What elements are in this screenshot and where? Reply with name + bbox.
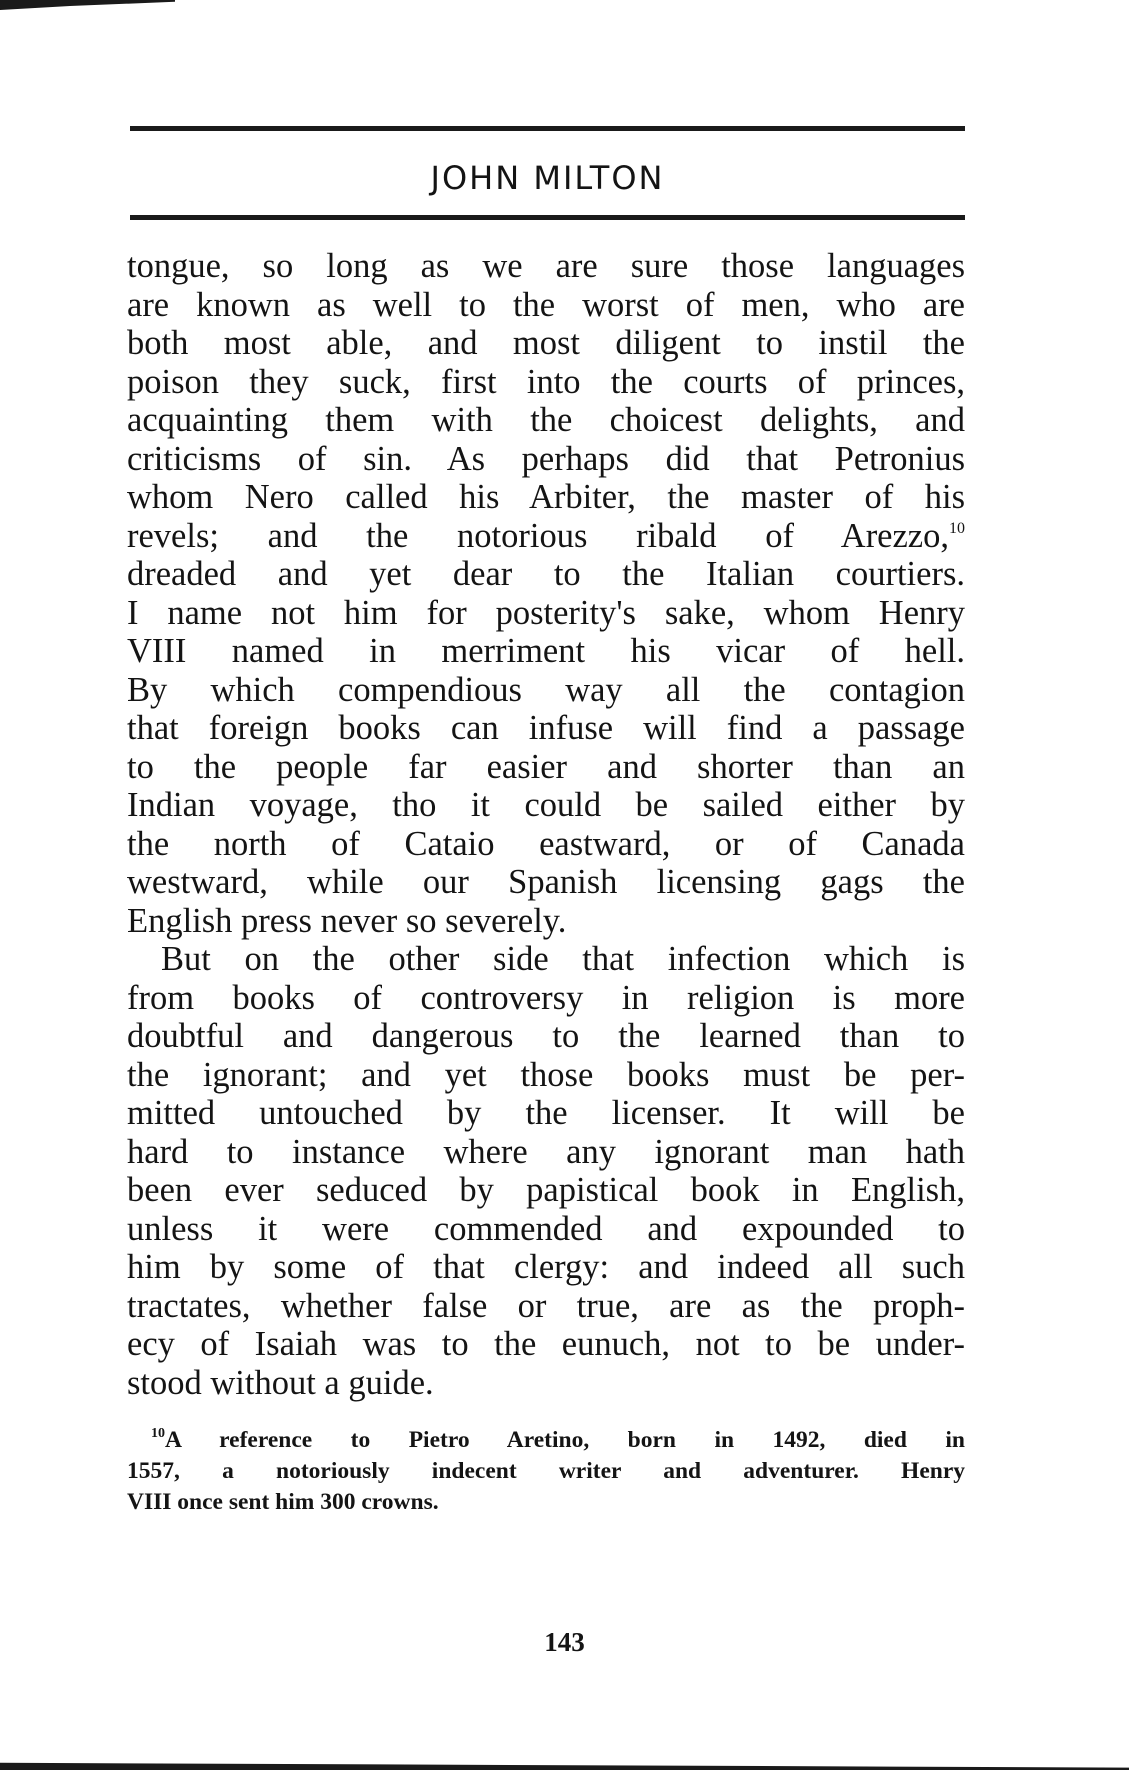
page-number: 143 <box>544 1627 585 1657</box>
text-line: unless it were commended and expounded to <box>127 1209 965 1248</box>
text-line: him by some of that clergy: and indeed all such <box>127 1248 965 1286</box>
header-rule-bottom <box>130 215 965 220</box>
text-line: English press never so severely. <box>127 901 567 940</box>
text-line: Indian voyage, tho it could be sailed either by <box>127 786 965 824</box>
text-line: that foreign books can infuse will find a passage <box>127 709 965 747</box>
footnote-line: VIII once sent him 300 crowns. <box>127 1489 439 1515</box>
text-line: tractates, whether false or true, are as the proph- <box>127 1286 965 1325</box>
text-line: mitted untouched by the licenser. It will be <box>127 1094 965 1132</box>
text-line-content: revels; and the notorious ribald of Arezzo, <box>127 516 949 555</box>
text-line: acquainting them with the choicest delights, and <box>127 401 965 439</box>
scan-edge-mark-top <box>0 0 175 10</box>
text-line: stood without a guide. <box>127 1363 434 1402</box>
text-line: the ignorant; and yet those books must be per- <box>127 1055 965 1094</box>
text-line: VIII named in merriment his vicar of hell. <box>127 632 965 670</box>
text-line: both most able, and most diligent to instil the <box>127 324 965 362</box>
text-line: westward, while our Spanish licensing gags the <box>127 863 965 901</box>
footnote-line-content: A reference to Pietro Aretino, born in 1492, died in <box>165 1427 965 1453</box>
text-line: to the people far easier and shorter than an <box>127 747 965 786</box>
text-line: doubtful and dangerous to the learned than to <box>127 1017 965 1055</box>
text-line: tongue, so long as we are sure those languages <box>127 247 965 285</box>
text-line: dreaded and yet dear to the Italian courtiers. <box>127 555 965 593</box>
text-line: been ever seduced by papistical book in English, <box>127 1171 965 1209</box>
footnote <box>127 1425 965 1518</box>
text-line: poison they suck, first into the courts of princes, <box>127 362 965 401</box>
scan-edge-mark-bottom <box>0 1762 1129 1770</box>
text-line-paragraph-start: But on the other side that infection which is <box>161 940 965 978</box>
text-line: hard to instance where any ignorant man hath <box>127 1132 965 1171</box>
text-line-with-footnote-ref <box>127 517 965 556</box>
text-line: criticisms of sin. As perhaps did that Petronius <box>127 439 965 478</box>
footnote-line: 1557, a notoriously indecent writer and adventurer. Henry <box>127 1458 965 1484</box>
footnote-reference: 10 <box>949 519 965 537</box>
text-line: whom Nero called his Arbiter, the master of his <box>127 478 965 516</box>
text-line: I name not him for posterity's sake, whom Henry <box>127 593 965 632</box>
text-line: ecy of Isaiah was to the eunuch, not to be under- <box>127 1325 965 1363</box>
footnote-line <box>127 1425 965 1456</box>
body-text <box>127 247 965 1402</box>
text-line: from books of controversy in religion is more <box>127 978 965 1017</box>
running-head: JOHN MILTON <box>430 159 665 197</box>
text-line: are known as well to the worst of men, who are <box>127 285 965 324</box>
text-line: the north of Cataio eastward, or of Canada <box>127 824 965 863</box>
footnote-marker: 10 <box>151 1426 165 1441</box>
header-rule-top <box>130 126 965 131</box>
text-line: By which compendious way all the contagion <box>127 670 965 709</box>
